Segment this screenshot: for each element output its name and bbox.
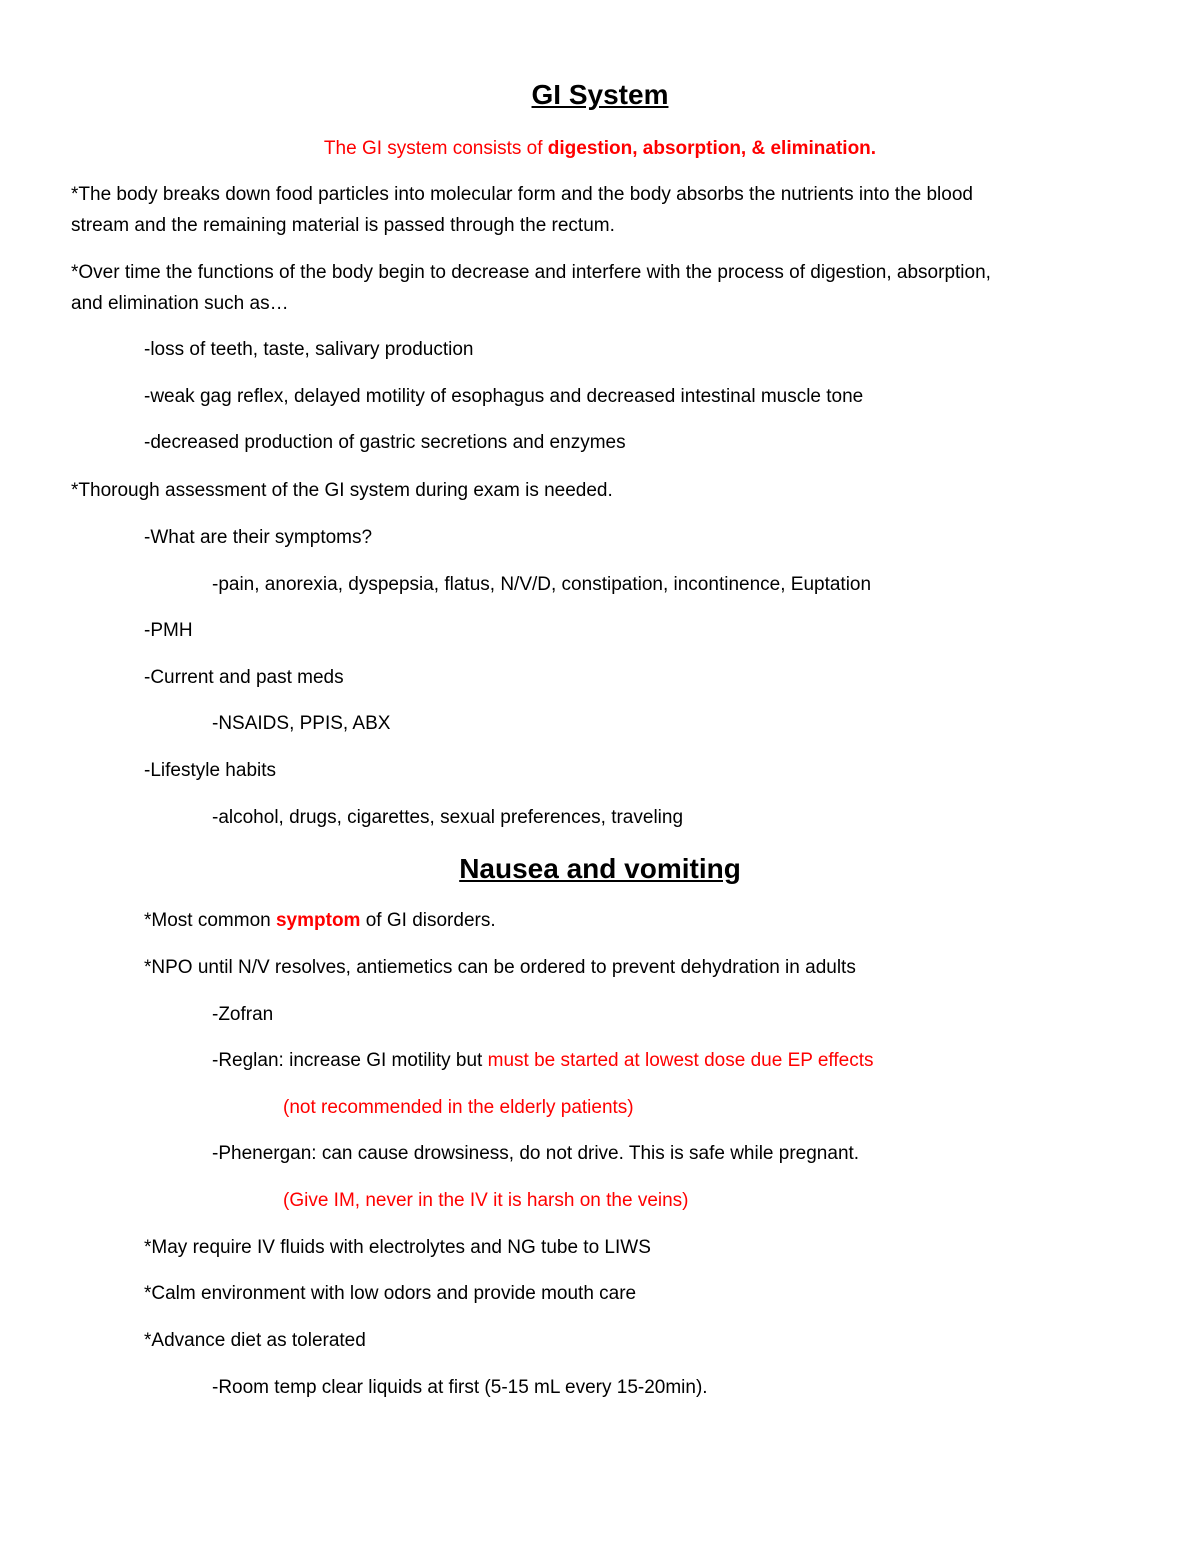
common-symptom-line: [144, 909, 496, 933]
reglan-line: [212, 1049, 873, 1073]
paragraph-2-line-1: *Over time the functions of the body begin to decrease and interfere with the process of digestion, absorption,: [71, 262, 991, 283]
list-item-gag-reflex: -weak gag reflex, delayed motility of esophagus and decreased intestinal muscle tone: [144, 386, 864, 407]
intro-key-terms: digestion, absorption, & elimination.: [547, 138, 877, 159]
symptom-highlight: symptom: [275, 910, 361, 931]
phenergan-line: -Phenergan: can cause drowsiness, do not drive. This is safe while pregnant.: [212, 1143, 860, 1164]
paragraph-1-line-1: *The body breaks down food particles into molecular form and the body absorbs the nutrients into the blood: [71, 184, 973, 205]
paragraph-1-line-2: stream and the remaining material is passed through the rectum.: [71, 215, 615, 236]
lifestyle-list: -alcohol, drugs, cigarettes, sexual preferences, traveling: [212, 807, 684, 828]
intro-line: [0, 137, 1200, 161]
reglan-prefix: -Reglan: increase GI motility but: [212, 1050, 488, 1071]
intro-prefix: The GI system consists of: [323, 138, 548, 159]
zofran-item: -Zofran: [212, 1004, 274, 1025]
clear-liquids-item: -Room temp clear liquids at first (5-15 mL every 15-20min).: [212, 1377, 708, 1398]
list-item-teeth: -loss of teeth, taste, salivary production: [144, 339, 474, 360]
calm-environment-line: *Calm environment with low odors and provide mouth care: [144, 1283, 637, 1304]
common-suffix: of GI disorders.: [360, 910, 496, 931]
advance-diet-line: *Advance diet as tolerated: [144, 1330, 366, 1351]
phenergan-note: (Give IM, never in the IV it is harsh on the veins): [283, 1190, 689, 1211]
list-item-gastric: -decreased production of gastric secretions and enzymes: [144, 432, 626, 453]
pmh-item: -PMH: [144, 620, 193, 641]
symptoms-list: -pain, anorexia, dyspepsia, flatus, N/V/D, constipation, incontinence, Euptation: [212, 574, 872, 595]
paragraph-2-line-2: and elimination such as…: [71, 293, 289, 314]
section-heading-nausea: Nausea and vomiting: [459, 853, 741, 884]
reglan-warning: must be started at lowest dose due EP effects: [487, 1050, 874, 1071]
npo-line: *NPO until N/V resolves, antiemetics can be ordered to prevent dehydration in adults: [144, 957, 856, 978]
lifestyle-item: -Lifestyle habits: [144, 760, 277, 781]
iv-fluids-line: *May require IV fluids with electrolytes and NG tube to LIWS: [144, 1237, 651, 1258]
question-symptoms: -What are their symptoms?: [144, 527, 373, 548]
common-prefix: *Most common: [144, 910, 276, 931]
meds-item: -Current and past meds: [144, 667, 344, 688]
reglan-note: (not recommended in the elderly patients): [283, 1097, 634, 1118]
meds-list: -NSAIDS, PPIS, ABX: [212, 713, 391, 734]
page-title: GI System: [531, 79, 669, 110]
assessment-line: *Thorough assessment of the GI system during exam is needed.: [71, 480, 613, 501]
